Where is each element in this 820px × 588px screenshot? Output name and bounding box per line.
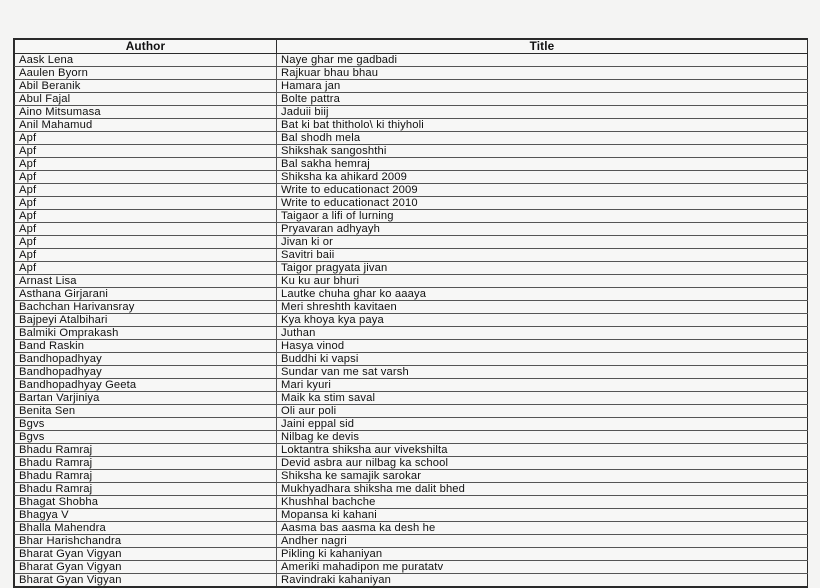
cell-author: Band Raskin bbox=[15, 340, 277, 353]
table-row bbox=[15, 379, 808, 392]
cell-title: Ameriki mahadipon me puratatv bbox=[277, 561, 808, 574]
cell-author: Apf bbox=[15, 236, 277, 249]
cell-author: Aaulen Byorn bbox=[15, 67, 277, 80]
cell-author: Bhadu Ramraj bbox=[15, 444, 277, 457]
cell-title: Hasya vinod bbox=[277, 340, 808, 353]
cell-author: Bandhopadhyay bbox=[15, 353, 277, 366]
cell-author: Apf bbox=[15, 145, 277, 158]
table-header bbox=[15, 40, 808, 54]
cell-author: Balmiki Omprakash bbox=[15, 327, 277, 340]
cell-author: Bajpeyi Atalbihari bbox=[15, 314, 277, 327]
cell-author: Bachchan Harivansray bbox=[15, 301, 277, 314]
cell-author: Apf bbox=[15, 262, 277, 275]
cell-author: Bgvs bbox=[15, 418, 277, 431]
cell-title: Sundar van me sat varsh bbox=[277, 366, 808, 379]
cell-author: Bhagat Shobha bbox=[15, 496, 277, 509]
cell-author: Asthana Girjarani bbox=[15, 288, 277, 301]
table-row bbox=[15, 327, 808, 340]
cell-title: Shikshak sangoshthi bbox=[277, 145, 808, 158]
table-row bbox=[15, 405, 808, 418]
table-row bbox=[15, 236, 808, 249]
table-row bbox=[15, 249, 808, 262]
table-row bbox=[15, 457, 808, 470]
cell-author: Bhadu Ramraj bbox=[15, 483, 277, 496]
cell-title: Nilbag ke devis bbox=[277, 431, 808, 444]
cell-title: Hamara jan bbox=[277, 80, 808, 93]
table-row bbox=[15, 197, 808, 210]
cell-title: Loktantra shiksha aur vivekshilta bbox=[277, 444, 808, 457]
table-row bbox=[15, 535, 808, 548]
cell-author: Abil Beranik bbox=[15, 80, 277, 93]
cell-title: Rajkuar bhau bhau bbox=[277, 67, 808, 80]
cell-author: Apf bbox=[15, 210, 277, 223]
column-header-author: Author bbox=[15, 40, 277, 54]
cell-title: Bat ki bat thitholo\ ki thiyholi bbox=[277, 119, 808, 132]
cell-author: Bhadu Ramraj bbox=[15, 470, 277, 483]
cell-author: Apf bbox=[15, 223, 277, 236]
cell-title: Mukhyadhara shiksha me dalit bhed bbox=[277, 483, 808, 496]
table-header-row bbox=[15, 40, 808, 54]
table-row bbox=[15, 80, 808, 93]
cell-title: Juthan bbox=[277, 327, 808, 340]
table-row bbox=[15, 392, 808, 405]
table-body bbox=[15, 54, 808, 587]
table-row bbox=[15, 275, 808, 288]
cell-title: Mopansa ki kahani bbox=[277, 509, 808, 522]
cell-title: Khushhal bachche bbox=[277, 496, 808, 509]
cell-title: Bal sakha hemraj bbox=[277, 158, 808, 171]
cell-title: Bal shodh mela bbox=[277, 132, 808, 145]
table-row bbox=[15, 145, 808, 158]
cell-title: Jaduii biij bbox=[277, 106, 808, 119]
cell-title: Ku ku aur bhuri bbox=[277, 275, 808, 288]
cell-author: Bgvs bbox=[15, 431, 277, 444]
cell-author: Bartan Varjiniya bbox=[15, 392, 277, 405]
cell-author: Anil Mahamud bbox=[15, 119, 277, 132]
cell-title: Meri shreshth kavitaen bbox=[277, 301, 808, 314]
cell-title: Pryavaran adhyayh bbox=[277, 223, 808, 236]
cell-author: Bhar Harishchandra bbox=[15, 535, 277, 548]
cell-title: Taigaor a lifi of lurning bbox=[277, 210, 808, 223]
table-row bbox=[15, 353, 808, 366]
cell-title: Pikling ki kahaniyan bbox=[277, 548, 808, 561]
cell-title: Taigor pragyata jivan bbox=[277, 262, 808, 275]
cell-author: Bhadu Ramraj bbox=[15, 457, 277, 470]
table-row bbox=[15, 496, 808, 509]
cell-title: Mari kyuri bbox=[277, 379, 808, 392]
cell-title: Jivan ki or bbox=[277, 236, 808, 249]
cell-author: Apf bbox=[15, 158, 277, 171]
cell-title: Ravindraki kahaniyan bbox=[277, 574, 808, 587]
table-row bbox=[15, 522, 808, 535]
table-row bbox=[15, 54, 808, 67]
table-row bbox=[15, 548, 808, 561]
table-row bbox=[15, 561, 808, 574]
cell-title: Naye ghar me gadbadi bbox=[277, 54, 808, 67]
author-title-table bbox=[14, 39, 808, 587]
cell-author: Bharat Gyan Vigyan bbox=[15, 561, 277, 574]
cell-title: Devid asbra aur nilbag ka school bbox=[277, 457, 808, 470]
cell-title: Write to educationact 2009 bbox=[277, 184, 808, 197]
cell-title: Shiksha ke samajik sarokar bbox=[277, 470, 808, 483]
column-header-title: Title bbox=[277, 40, 808, 54]
cell-title: Jaini eppal sid bbox=[277, 418, 808, 431]
cell-title: Andher nagri bbox=[277, 535, 808, 548]
cell-author: Apf bbox=[15, 132, 277, 145]
table-row bbox=[15, 509, 808, 522]
cell-author: Apf bbox=[15, 171, 277, 184]
table-row bbox=[15, 223, 808, 236]
cell-title: Shiksha ka ahikard 2009 bbox=[277, 171, 808, 184]
cell-author: Bharat Gyan Vigyan bbox=[15, 574, 277, 587]
table-row bbox=[15, 340, 808, 353]
cell-author: Apf bbox=[15, 249, 277, 262]
table-row bbox=[15, 431, 808, 444]
cell-author: Bhagya V bbox=[15, 509, 277, 522]
table-row bbox=[15, 418, 808, 431]
table-row bbox=[15, 314, 808, 327]
cell-author: Aask Lena bbox=[15, 54, 277, 67]
cell-title: Write to educationact 2010 bbox=[277, 197, 808, 210]
cell-author: Bandhopadhyay Geeta bbox=[15, 379, 277, 392]
table-row bbox=[15, 366, 808, 379]
table-row bbox=[15, 132, 808, 145]
table-row bbox=[15, 171, 808, 184]
table-row bbox=[15, 444, 808, 457]
cell-title: Aasma bas aasma ka desh he bbox=[277, 522, 808, 535]
table-row bbox=[15, 67, 808, 80]
cell-title: Bolte pattra bbox=[277, 93, 808, 106]
author-title-table-container bbox=[13, 38, 808, 588]
table-row bbox=[15, 119, 808, 132]
table-row bbox=[15, 483, 808, 496]
cell-title: Oli aur poli bbox=[277, 405, 808, 418]
cell-author: Bharat Gyan Vigyan bbox=[15, 548, 277, 561]
table-row bbox=[15, 210, 808, 223]
cell-author: Bhalla Mahendra bbox=[15, 522, 277, 535]
cell-author: Bandhopadhyay bbox=[15, 366, 277, 379]
cell-author: Apf bbox=[15, 197, 277, 210]
cell-author: Apf bbox=[15, 184, 277, 197]
table-row bbox=[15, 288, 808, 301]
cell-author: Abul Fajal bbox=[15, 93, 277, 106]
cell-title: Maik ka stim saval bbox=[277, 392, 808, 405]
table-row bbox=[15, 470, 808, 483]
cell-author: Benita Sen bbox=[15, 405, 277, 418]
cell-title: Buddhi ki vapsi bbox=[277, 353, 808, 366]
cell-author: Aino Mitsumasa bbox=[15, 106, 277, 119]
table-row bbox=[15, 262, 808, 275]
cell-author: Arnast Lisa bbox=[15, 275, 277, 288]
cell-title: Savitri baii bbox=[277, 249, 808, 262]
cell-title: Kya khoya kya paya bbox=[277, 314, 808, 327]
table-row bbox=[15, 574, 808, 587]
table-row bbox=[15, 93, 808, 106]
table-row bbox=[15, 106, 808, 119]
cell-title: Lautke chuha ghar ko aaaya bbox=[277, 288, 808, 301]
table-row bbox=[15, 158, 808, 171]
table-row bbox=[15, 184, 808, 197]
table-row bbox=[15, 301, 808, 314]
